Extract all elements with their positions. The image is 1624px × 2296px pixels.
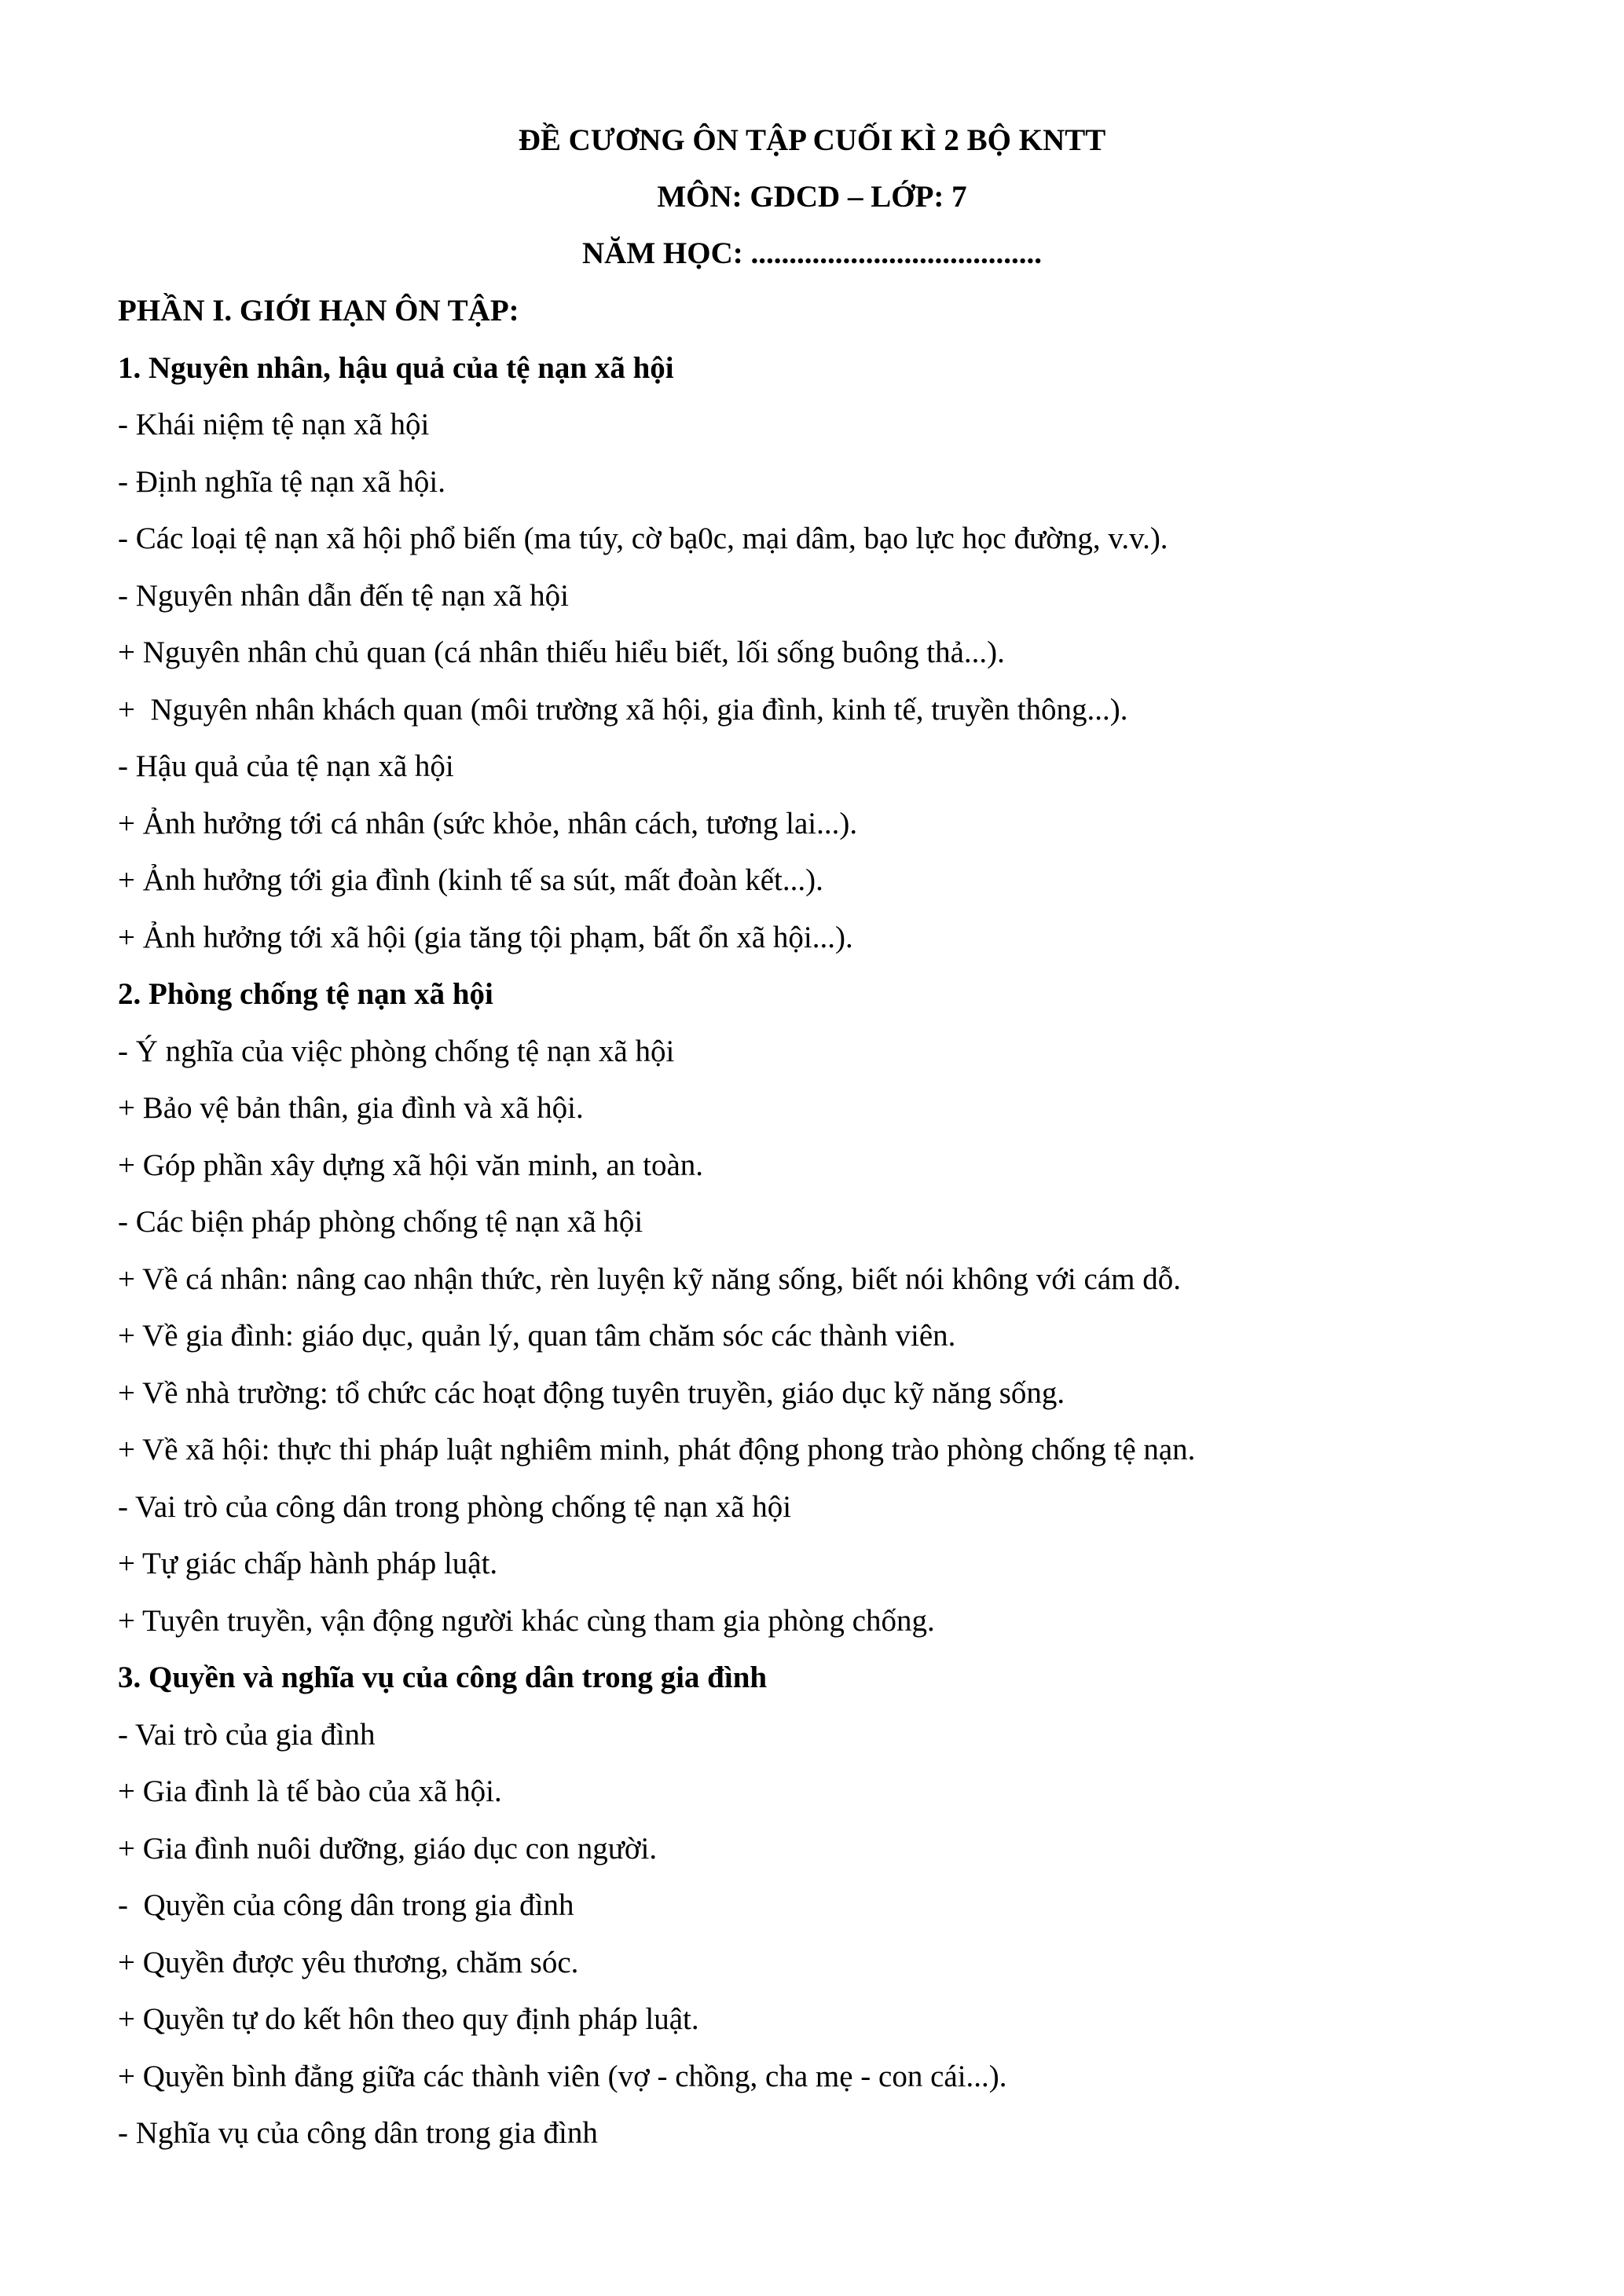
text-line: - Các loại tệ nạn xã hội phổ biến (ma túy, cờ bạ0c, mại dâm, bạo lực học đường, v.v.). — [118, 522, 1168, 555]
section-heading: 1. Nguyên nhân, hậu quả của tệ nạn xã hội — [118, 350, 674, 385]
document-body — [118, 283, 1532, 2162]
text-line: - Hậu quả của tệ nạn xã hội — [118, 749, 454, 783]
text-line: + Ảnh hưởng tới xã hội (gia tăng tội phạm, bất ổn xã hội...). — [118, 920, 853, 954]
document-header — [0, 112, 1624, 282]
text-line: + Về nhà trường: tổ chức các hoạt động tuyên truyền, giáo dục kỹ năng sống. — [118, 1375, 1065, 1410]
text-line: - Nguyên nhân dẫn đến tệ nạn xã hội — [118, 578, 569, 613]
text-line: - Vai trò của gia đình — [118, 1717, 376, 1752]
text-line: + Về cá nhân: nâng cao nhận thức, rèn luyện kỹ năng sống, biết nói không với cám dỗ. — [118, 1262, 1181, 1296]
text-line: - Định nghĩa tệ nạn xã hội. — [118, 464, 445, 499]
section-heading: 3. Quyền và nghĩa vụ của công dân trong gia đình — [118, 1661, 768, 1694]
text-line: - Khái niệm tệ nạn xã hội — [118, 408, 430, 441]
text-line: + Nguyên nhân khách quan (môi trường xã hội, gia đình, kinh tế, truyền thông...). — [118, 692, 1128, 727]
text-line: + Tự giác chấp hành pháp luật. — [118, 1547, 498, 1580]
text-line: + Quyền bình đẳng giữa các thành viên (vợ - chồng, cha mẹ - con cái...). — [118, 2059, 1007, 2093]
text-line: + Góp phần xây dựng xã hội văn minh, an toàn. — [118, 1148, 703, 1182]
text-line: - Ý nghĩa của việc phòng chống tệ nạn xã hội — [118, 1034, 675, 1068]
text-line: + Tuyên truyền, vận động người khác cùng tham gia phòng chống. — [118, 1603, 935, 1638]
text-line: + Quyền tự do kết hôn theo quy định pháp luật. — [118, 2002, 699, 2036]
text-line: + Về xã hội: thực thi pháp luật nghiêm minh, phát động phong trào phòng chống tệ nạn. — [118, 1433, 1196, 1467]
text-line: + Nguyên nhân chủ quan (cá nhân thiếu hiểu biết, lối sống buông thả...). — [118, 635, 1005, 669]
text-line: - Các biện pháp phòng chống tệ nạn xã hội — [118, 1205, 643, 1239]
text-line: + Ảnh hưởng tới cá nhân (sức khỏe, nhân cách, tương lai...). — [118, 806, 858, 840]
text-line: + Quyền được yêu thương, chăm sóc. — [118, 1945, 579, 1979]
text-line: + Gia đình là tế bào của xã hội. — [118, 1774, 502, 1808]
subject-line: MÔN: GDCD – LỚP: 7 — [657, 180, 967, 214]
school-year-line: NĂM HỌC: ...................................... — [582, 236, 1042, 270]
text-line: + Gia đình nuôi dưỡng, giáo dục con người. — [118, 1831, 658, 1866]
text-line: + Bảo vệ bản thân, gia đình và xã hội. — [118, 1091, 584, 1125]
section-heading: 2. Phòng chống tệ nạn xã hội — [118, 977, 493, 1011]
text-line: - Nghĩa vụ của công dân trong gia đình — [118, 2116, 598, 2150]
section-heading: PHẦN I. GIỚI HẠN ÔN TẬP: — [118, 294, 519, 328]
text-line: + Về gia đình: giáo dục, quản lý, quan tâm chăm sóc các thành viên. — [118, 1319, 956, 1353]
text-line: - Quyền của công dân trong gia đình — [118, 1888, 574, 1922]
text-line: + Ảnh hưởng tới gia đình (kinh tế sa sút, mất đoàn kết...). — [118, 863, 823, 897]
text-line: - Vai trò của công dân trong phòng chống tệ nạn xã hội — [118, 1489, 792, 1524]
document-title: ĐỀ CƯƠNG ÔN TẬP CUỐI KÌ 2 BỘ KNTT — [518, 123, 1106, 157]
